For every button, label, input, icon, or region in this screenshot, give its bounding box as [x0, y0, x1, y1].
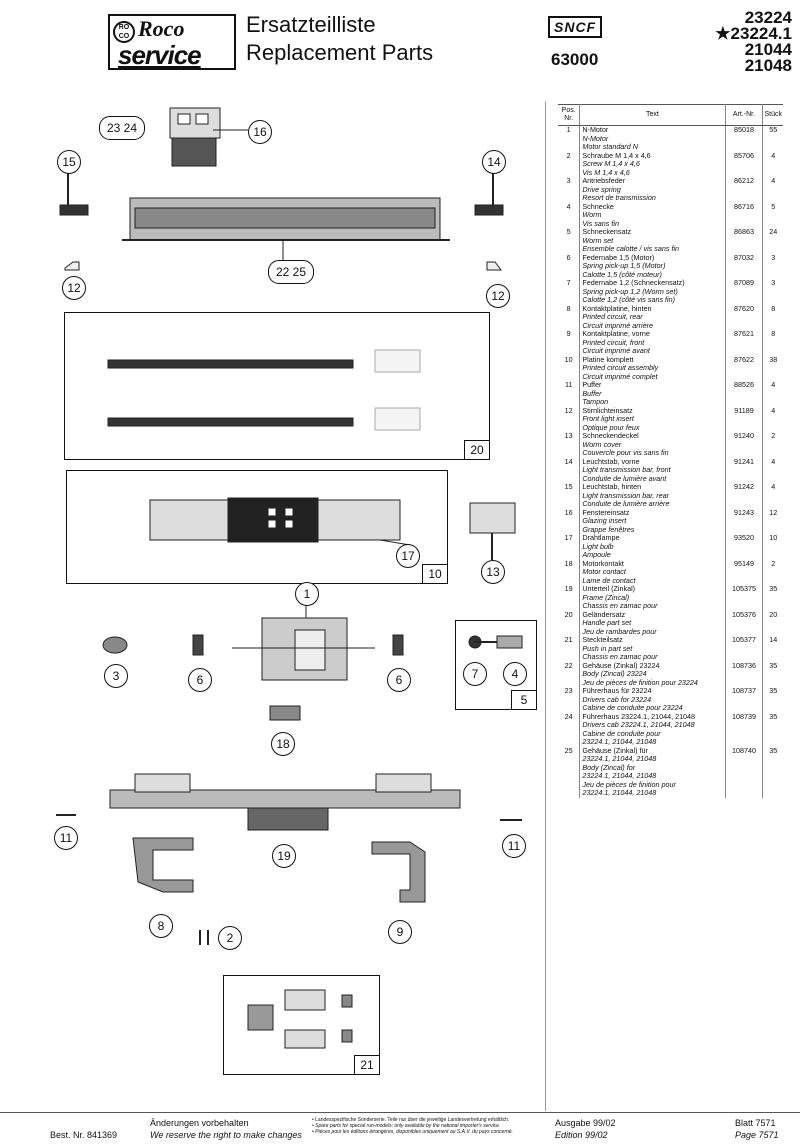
part-position: 14 [558, 458, 580, 484]
table-row [558, 585, 783, 611]
title-english: Replacement Parts [246, 40, 434, 65]
part-quantity: 3 [771, 252, 776, 262]
part-position: 4 [558, 203, 580, 229]
part-position: 3 [558, 177, 580, 203]
callout-13: 13 [481, 560, 505, 584]
part-description [580, 330, 725, 356]
part-description [580, 254, 725, 280]
note-line: • Pièces pour les éditions étrangères, disponibles uniquement au S.A.V. du pays concerné. [312, 1129, 513, 1135]
description-line: Drivers cab 23224.1, 21044, 21048 [582, 720, 695, 729]
part-description [580, 458, 725, 484]
callout-16: 16 [248, 120, 272, 144]
table-row [558, 662, 783, 688]
column-divider [545, 101, 546, 1111]
description-line: Drivers cab for 23224 [582, 694, 652, 704]
part-quantity: 35 [769, 584, 778, 593]
callout-6: 6 [387, 668, 411, 692]
article-number: 85706 [725, 152, 763, 178]
article-number: 91243 [725, 509, 763, 535]
box-number: 5 [511, 690, 537, 710]
part-quantity: 35 [769, 686, 778, 695]
table-row [558, 636, 783, 662]
description-line: 23224.1, 21044, 21048 [582, 737, 657, 746]
header-qty: Stück [763, 105, 783, 126]
description-line: Kontaktplatine, hinten [582, 303, 652, 313]
table-row [558, 228, 783, 254]
description-line: Circuit imprimé complet [582, 371, 658, 381]
table-header-row [558, 105, 783, 126]
part-quantity: 8 [771, 303, 776, 313]
part-quantity: 10 [769, 533, 778, 542]
callout-23-24: 23 24 [99, 116, 145, 140]
box-10 [66, 470, 448, 584]
issue-english: Edition 99/02 [555, 1130, 608, 1140]
part-description [580, 747, 725, 798]
part-description [580, 534, 725, 560]
part-description [580, 483, 725, 509]
description-line: Platine komplett [582, 354, 634, 364]
article-number: 87032 [725, 254, 763, 280]
header-pos: Pos. Nr. [558, 105, 580, 126]
description-line: Kontaktplatine, vorne [582, 329, 650, 338]
part-description [580, 662, 725, 688]
part-quantity: 12 [769, 507, 778, 517]
part-description [580, 203, 725, 229]
part-position: 21 [558, 636, 580, 662]
table-row [558, 747, 783, 798]
callout-11: 11 [54, 826, 78, 850]
description-line: N-Motor [582, 125, 609, 134]
article-number: 95149 [725, 560, 763, 586]
description-line: Gehäuse (Zinkal) 23224 [582, 660, 660, 670]
description-line: Body (Zincal) 23224 [582, 669, 647, 678]
description-line: 23224.1, 21044, 21048 [582, 788, 657, 797]
part-description [580, 228, 725, 254]
description-line: Tampon [582, 397, 609, 406]
description-line: Worm [582, 210, 602, 219]
model-code: 23224 [744, 8, 792, 27]
table-row [558, 152, 783, 178]
part-quantity: 35 [769, 745, 778, 755]
description-line: Calotte 1,5 (côté moteur) [582, 269, 662, 279]
note-line: • Landesspezifische Sonderserie. Teile nur über die jeweilige Landesvertretung erhältlich. [312, 1117, 510, 1123]
changes-german: Änderungen vorbehalten [150, 1118, 249, 1128]
callout-9: 9 [388, 920, 412, 944]
article-number: 86212 [725, 177, 763, 203]
description-line: Couvercle pour vis sans fin [582, 448, 669, 457]
description-line: Fenstereinsatz [582, 507, 630, 517]
callout-4: 4 [503, 662, 527, 686]
description-line: Handle part set [582, 618, 632, 627]
description-line: Body (Zincal) for [582, 762, 636, 772]
part-quantity: 20 [769, 609, 778, 619]
description-line: Chassis en zamac pour [582, 601, 658, 610]
table-row [558, 611, 783, 637]
table-row [558, 687, 783, 713]
logo-service-text: service [118, 40, 201, 70]
description-line: N-Motor [582, 133, 609, 143]
article-number: 91241 [725, 458, 763, 484]
article-number: 85018 [725, 126, 763, 152]
description-line: Cabine de conduite pour [582, 728, 661, 738]
part-quantity: 4 [771, 482, 776, 491]
catalog-number: 63000 [551, 50, 599, 69]
issue-german: Ausgabe 99/02 [555, 1118, 616, 1128]
part-description [580, 585, 725, 611]
table-row [558, 483, 783, 509]
callout-2: 2 [218, 926, 242, 950]
description-line: Chassis en zamac pour [582, 652, 658, 661]
description-line: Führerhaus 23224.1, 21044, 21048 [582, 711, 696, 721]
part-position: 16 [558, 509, 580, 535]
part-quantity: 24 [769, 227, 778, 236]
part-position: 17 [558, 534, 580, 560]
description-line: Federnabe 1,5 (Motor) [582, 252, 655, 262]
part-quantity: 8 [771, 329, 776, 338]
article-number: 105375 [725, 585, 763, 611]
description-line: Jeu de pièces de finition pour 23224 [582, 677, 698, 687]
part-position: 6 [558, 254, 580, 280]
part-position: 22 [558, 662, 580, 688]
table-row [558, 381, 783, 407]
callout-7: 7 [463, 662, 487, 686]
part-position: 19 [558, 585, 580, 611]
part-description [580, 152, 725, 178]
article-number: 88526 [725, 381, 763, 407]
part-position: 12 [558, 407, 580, 433]
part-position: 10 [558, 356, 580, 382]
table-row [558, 254, 783, 280]
part-quantity: 4 [771, 456, 776, 466]
callout-19: 19 [272, 844, 296, 868]
description-line: Printed circuit, front [582, 337, 645, 347]
description-line: Puffer [582, 380, 602, 389]
box-number: 20 [464, 440, 490, 460]
note-line: • Spare parts for special run-models; only available by the national importer's service. [312, 1123, 501, 1129]
description-line: Schnecke [582, 201, 614, 211]
description-line: Gehäuse (Zinkal) für [582, 745, 648, 755]
description-line: Leuchtstab, vorne [582, 456, 640, 466]
part-description [580, 560, 725, 586]
table-row [558, 279, 783, 305]
article-number: 108736 [725, 662, 763, 688]
table-row [558, 560, 783, 586]
part-quantity: 4 [771, 176, 776, 185]
description-line: Buffer [582, 388, 602, 398]
description-line: 23224.1, 21044, 21048 [582, 754, 657, 763]
description-line: Ampoule [582, 550, 611, 559]
description-line: Light transmission bar, rear [582, 490, 670, 500]
part-position: 1 [558, 126, 580, 152]
box-21 [223, 975, 380, 1075]
part-position: 11 [558, 381, 580, 407]
part-quantity: 55 [769, 125, 778, 134]
table-row [558, 305, 783, 331]
description-line: Resort de transmission [582, 193, 656, 202]
special-run-notes [312, 1117, 527, 1135]
article-number: 86716 [725, 203, 763, 229]
table-row [558, 177, 783, 203]
part-quantity: 14 [769, 635, 778, 644]
description-line: Light transmission bar, front [582, 465, 671, 474]
description-line: Worm set [582, 235, 614, 245]
part-quantity: 35 [769, 660, 778, 670]
model-code: 21044 [744, 40, 792, 59]
footer-rule [0, 1112, 800, 1113]
description-line: Motorkontakt [582, 558, 624, 568]
part-quantity: 38 [769, 354, 778, 364]
article-number: 87621 [725, 330, 763, 356]
description-line: Frame (Zincal) [582, 592, 630, 602]
part-position: 9 [558, 330, 580, 356]
description-line: Vis M 1,4 x 4,6 [582, 167, 630, 177]
description-line: Cabine de conduite pour 23224 [582, 703, 683, 712]
description-line: Light bulb [582, 541, 614, 551]
description-line: Circuit imprimé arrière [582, 320, 654, 330]
model-code: ★23224.1 [715, 24, 792, 43]
description-line: Schneckensatz [582, 227, 632, 236]
article-number: 87620 [725, 305, 763, 331]
description-line: Glazing insert [582, 516, 627, 525]
description-line: Steckteilsatz [582, 635, 623, 644]
callout-8: 8 [149, 914, 173, 938]
part-position: 8 [558, 305, 580, 331]
callout-17: 17 [396, 544, 420, 568]
callout-18: 18 [271, 732, 295, 756]
table-row [558, 534, 783, 560]
article-number: 108739 [725, 713, 763, 747]
part-description [580, 407, 725, 433]
callout-15: 15 [57, 150, 81, 174]
description-line: Drahtlampe [582, 533, 620, 542]
title-german: Ersatzteilliste [246, 12, 376, 37]
model-codes [715, 10, 792, 74]
description-line: 23224.1, 21044, 21048 [582, 771, 657, 780]
description-line: Conduite de lumière avant [582, 473, 667, 483]
part-description [580, 636, 725, 662]
article-number: 87622 [725, 356, 763, 382]
part-description [580, 305, 725, 331]
description-line: Antriebsfeder [582, 176, 626, 185]
callout-14: 14 [482, 150, 506, 174]
description-line: Push in part set [582, 643, 633, 653]
table-row [558, 126, 783, 152]
callout-12: 12 [62, 276, 86, 300]
description-line: Spring pick-up 1,2 (Worm set) [582, 286, 678, 296]
description-line: Conduite de lumière arrière [582, 499, 670, 508]
parts-table-body [558, 126, 783, 798]
article-number: 108737 [725, 687, 763, 713]
description-line: Printed circuit assembly [582, 363, 659, 372]
description-line: Lame de contact [582, 575, 636, 585]
part-position: 7 [558, 279, 580, 305]
part-quantity: 2 [771, 431, 776, 440]
part-position: 15 [558, 483, 580, 509]
description-line: Unterteil (Zinkal) [582, 584, 636, 593]
description-line: Ensemble calotte / vis sans fin [582, 244, 680, 253]
description-line: Worm cover [582, 439, 622, 449]
changes-english: We reserve the right to make changes [150, 1130, 302, 1140]
header-text: Text [580, 105, 725, 126]
part-quantity: 2 [771, 558, 776, 568]
box-20 [64, 312, 490, 460]
description-line: Motor contact [582, 567, 626, 576]
table-row [558, 509, 783, 535]
part-description [580, 356, 725, 382]
description-line: Jeu de rambardes pour [582, 626, 657, 636]
logo-roco-text: Roco [138, 16, 185, 41]
table-row [558, 713, 783, 747]
part-description [580, 381, 725, 407]
description-line: Jeu de pièces de finition pour [582, 779, 676, 789]
roco-badge: RO CO [113, 21, 135, 43]
article-number: 91242 [725, 483, 763, 509]
description-line: Leuchtstab, hinten [582, 482, 642, 491]
table-row [558, 407, 783, 433]
description-line: Motor standard N [582, 142, 638, 151]
callout-12: 12 [486, 284, 510, 308]
article-number: 86863 [725, 228, 763, 254]
article-number: 93520 [725, 534, 763, 560]
description-line: Circuit imprimé avant [582, 346, 650, 355]
part-description [580, 687, 725, 713]
parts-table [558, 104, 783, 798]
part-description [580, 713, 725, 747]
article-number: 91189 [725, 407, 763, 433]
description-line: Schneckendeckel [582, 431, 639, 440]
table-row [558, 330, 783, 356]
article-number: 108740 [725, 747, 763, 798]
box-number: 10 [422, 564, 448, 584]
order-number: Best. Nr. 841369 [50, 1130, 118, 1140]
table-row [558, 458, 783, 484]
callout-6: 6 [188, 668, 212, 692]
description-line: Drive spring [582, 184, 621, 194]
description-line: Grappe fenêtres [582, 524, 635, 534]
article-number: 91240 [725, 432, 763, 458]
table-row [558, 432, 783, 458]
part-description [580, 177, 725, 203]
description-line: Printed circuit, rear [582, 312, 643, 321]
part-description [580, 509, 725, 535]
description-line: Screw M 1,4 x 4,6 [582, 159, 640, 168]
callout-22-25: 22 25 [268, 260, 314, 284]
description-line: Optique pour feux [582, 422, 640, 432]
description-line: Federnabe 1,2 (Schneckensatz) [582, 278, 685, 287]
part-position: 13 [558, 432, 580, 458]
description-line: Front light insert [582, 414, 634, 423]
part-description [580, 611, 725, 637]
description-line: Schraube M 1,4 x 4,6 [582, 150, 651, 160]
part-position: 20 [558, 611, 580, 637]
sheet-english: Page 7571 [735, 1130, 779, 1140]
part-quantity: 4 [771, 380, 776, 389]
part-quantity: 4 [771, 405, 776, 415]
description-line: Führerhaus für 23224 [582, 686, 652, 695]
part-quantity: 5 [771, 201, 776, 211]
part-position: 18 [558, 560, 580, 586]
part-quantity: 3 [771, 278, 776, 287]
description-line: Spring pick-up 1,5 (Motor) [582, 261, 666, 270]
part-description [580, 126, 725, 152]
part-quantity: 4 [771, 150, 776, 160]
part-position: 2 [558, 152, 580, 178]
article-number: 105376 [725, 611, 763, 637]
sheet-german: Blatt 7571 [735, 1118, 776, 1128]
box-number: 21 [354, 1055, 380, 1075]
description-line: Calotte 1,2 (côté vis sans fin) [582, 295, 676, 304]
table-row [558, 203, 783, 229]
callout-3: 3 [104, 664, 128, 688]
article-number: 105377 [725, 636, 763, 662]
description-line: Geländersatz [582, 609, 626, 619]
part-quantity: 35 [769, 711, 778, 721]
model-code: 21048 [744, 56, 792, 75]
part-description [580, 432, 725, 458]
article-number: 87089 [725, 279, 763, 305]
sncf-logo: SNCF [548, 16, 602, 38]
header-art: Art.-Nr. [725, 105, 763, 126]
callout-1: 1 [295, 582, 319, 606]
description-line: Vis sans fin [582, 218, 619, 228]
part-position: 25 [558, 747, 580, 798]
part-position: 24 [558, 713, 580, 747]
description-line: Stirnlichteinsatz [582, 405, 633, 415]
part-description [580, 279, 725, 305]
table-row [558, 356, 783, 382]
part-position: 23 [558, 687, 580, 713]
callout-11: 11 [502, 834, 526, 858]
part-position: 5 [558, 228, 580, 254]
